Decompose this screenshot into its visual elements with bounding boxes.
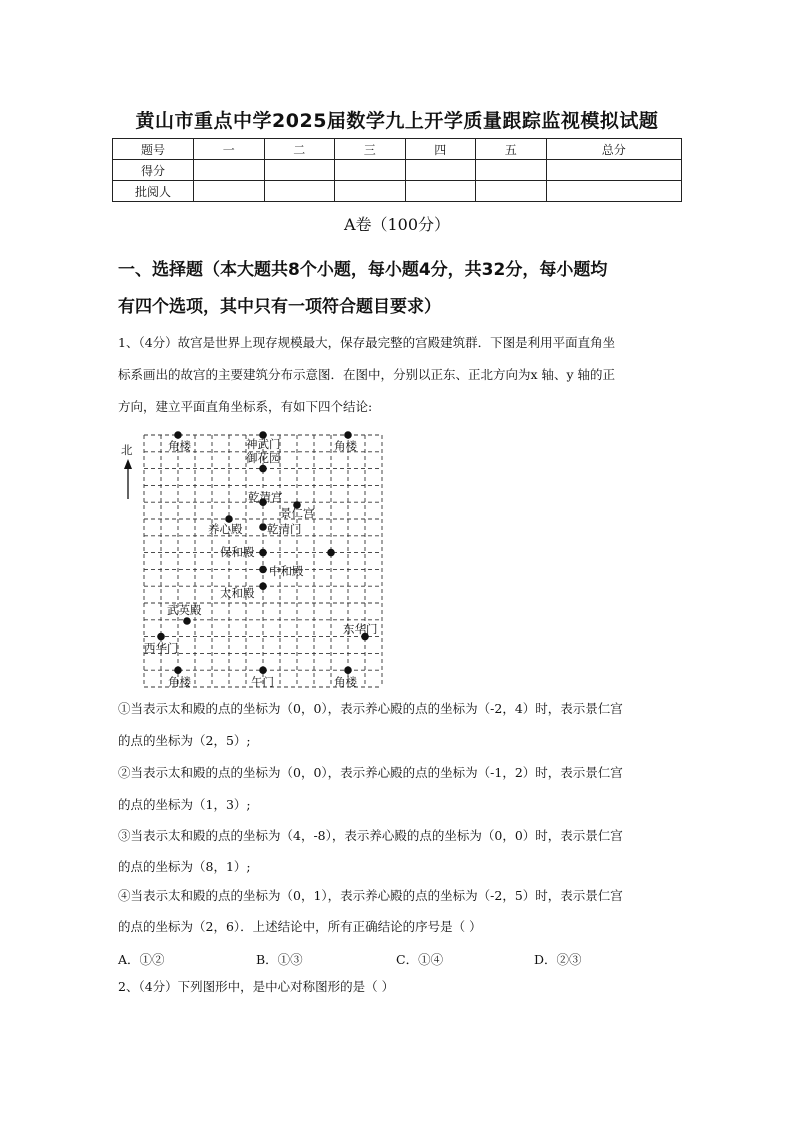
label-taihedian: 太和殿 (220, 586, 255, 600)
table-cell[interactable] (476, 181, 547, 202)
statement-1-line2: 的点的坐标为（2，5）; (118, 733, 251, 748)
map-labels (144, 437, 378, 689)
table-cell: 一 (194, 139, 265, 160)
score-table (112, 138, 682, 202)
statement-2-line2: 的点的坐标为（1，3）; (118, 797, 251, 812)
score-table-header-row (113, 139, 682, 160)
label-yangxindian: 养心殿 (208, 522, 243, 536)
map-point-wuyingdian (183, 617, 191, 625)
label-jiaolou-nw: 角楼 (168, 439, 191, 453)
table-cell: 批阅人 (113, 181, 194, 202)
map-point-yuhuayuan (259, 465, 267, 473)
table-cell: 得分 (113, 160, 194, 181)
label-baohedian: 保和殿 (220, 545, 255, 559)
table-cell: 总分 (546, 139, 682, 160)
map-point-jiaolou-ne (344, 431, 352, 439)
map-point-unlabeled-east (327, 549, 335, 557)
label-wumen: 午门 (251, 675, 274, 689)
map-point-jiaolou-se (344, 666, 352, 674)
label-qianqinggong: 乾清宫 (248, 490, 283, 504)
map-point-baohedian (259, 549, 267, 557)
page-title: 黄山市重点中学2025届数学九上开学质量跟踪监视模拟试题 (135, 110, 659, 132)
map-point-qianqingmen (259, 523, 267, 531)
north-arrow (124, 459, 132, 499)
table-cell: 四 (405, 139, 476, 160)
table-cell[interactable] (546, 181, 682, 202)
map-point-wumen (259, 666, 267, 674)
table-cell[interactable] (194, 181, 265, 202)
table-cell: 二 (264, 139, 335, 160)
table-cell: 五 (476, 139, 547, 160)
table-cell[interactable] (335, 181, 406, 202)
question1-text-line3: 方向，建立平面直角坐标系，有如下四个结论: (118, 399, 373, 414)
section-heading: A卷（100分） (343, 215, 451, 234)
label-wuyingdian: 武英殿 (167, 603, 202, 617)
question1-text-line2: 标系画出的故宫的主要建筑分布示意图．在图中，分别以正东、正北方向为x 轴、y 轴的正 (118, 367, 616, 382)
table-cell[interactable] (194, 160, 265, 181)
question2-text: 2、（4分）下列图形中，是中心对称图形的是（ ） (118, 979, 395, 994)
table-cell[interactable] (264, 160, 335, 181)
map-point-taihedian (259, 582, 267, 590)
statement-1-line1: ①当表示太和殿的点的坐标为（0，0），表示养心殿的点的坐标为（-2，4）时，表示景仁宫 (118, 701, 623, 716)
label-yuhuayuan: 御花园 (246, 451, 281, 465)
map-point-xihuamen (157, 633, 165, 641)
question1-text-line1: 1、（4分）故宫是世界上现存规模最大，保存最完整的宫殿建筑群．下图是利用平面直角坐 (118, 335, 616, 350)
table-cell[interactable] (546, 160, 682, 181)
label-shenwumen: 神武门 (246, 437, 281, 451)
statement-2-line1: ②当表示太和殿的点的坐标为（0，0），表示养心殿的点的坐标为（-1，2）时，表示景仁宫 (118, 765, 623, 780)
map-grid (144, 435, 382, 687)
label-zhonghedian: 中和殿 (269, 564, 304, 578)
label-xihuamen: 西华门 (144, 641, 179, 655)
table-cell[interactable] (476, 160, 547, 181)
table-cell[interactable] (264, 181, 335, 202)
table-cell: 三 (335, 139, 406, 160)
part-heading-line2: 有四个选项，其中只有一项符合题目要求） (118, 297, 441, 317)
statement-3-line1: ③当表示太和殿的点的坐标为（4，-8），表示养心殿的点的坐标为（0，0）时，表示景仁宫 (118, 828, 623, 843)
map-point-zhonghedian (259, 566, 267, 574)
score-table-row (113, 181, 682, 202)
table-cell[interactable] (405, 181, 476, 202)
score-table-row (113, 160, 682, 181)
table-cell[interactable] (335, 160, 406, 181)
label-jiaolou-se: 角楼 (334, 675, 357, 689)
statement-3-line2: 的点的坐标为（8，1）; (118, 859, 251, 874)
north-label: 北 (121, 443, 133, 457)
palace-map-figure (112, 425, 392, 695)
map-point-jiaolou-sw (174, 666, 182, 674)
label-donghuamen: 东华门 (343, 622, 378, 636)
table-cell[interactable] (405, 160, 476, 181)
map-point-jiaolou-nw (174, 431, 182, 439)
option-b[interactable]: B．①③ (256, 952, 303, 967)
table-cell: 题号 (113, 139, 194, 160)
option-d[interactable]: D．②③ (534, 952, 582, 967)
label-jingrengong: 景仁宫 (280, 506, 315, 520)
statement-4-line1: ④当表示太和殿的点的坐标为（0，1），表示养心殿的点的坐标为（-2，5）时，表示景仁宫 (118, 888, 623, 903)
part-heading-line1: 一、选择题（本大题共8个小题，每小题4分，共32分，每小题均 (118, 260, 608, 280)
label-jiaolou-ne: 角楼 (334, 439, 357, 453)
label-jiaolou-sw: 角楼 (168, 675, 191, 689)
option-a[interactable]: A．①② (118, 952, 165, 967)
option-c[interactable]: C．①④ (396, 952, 444, 967)
statement-4-line2: 的点的坐标为（2，6）．上述结论中，所有正确结论的序号是（ ） (118, 919, 482, 934)
label-qianqingmen: 乾清门 (267, 522, 302, 536)
